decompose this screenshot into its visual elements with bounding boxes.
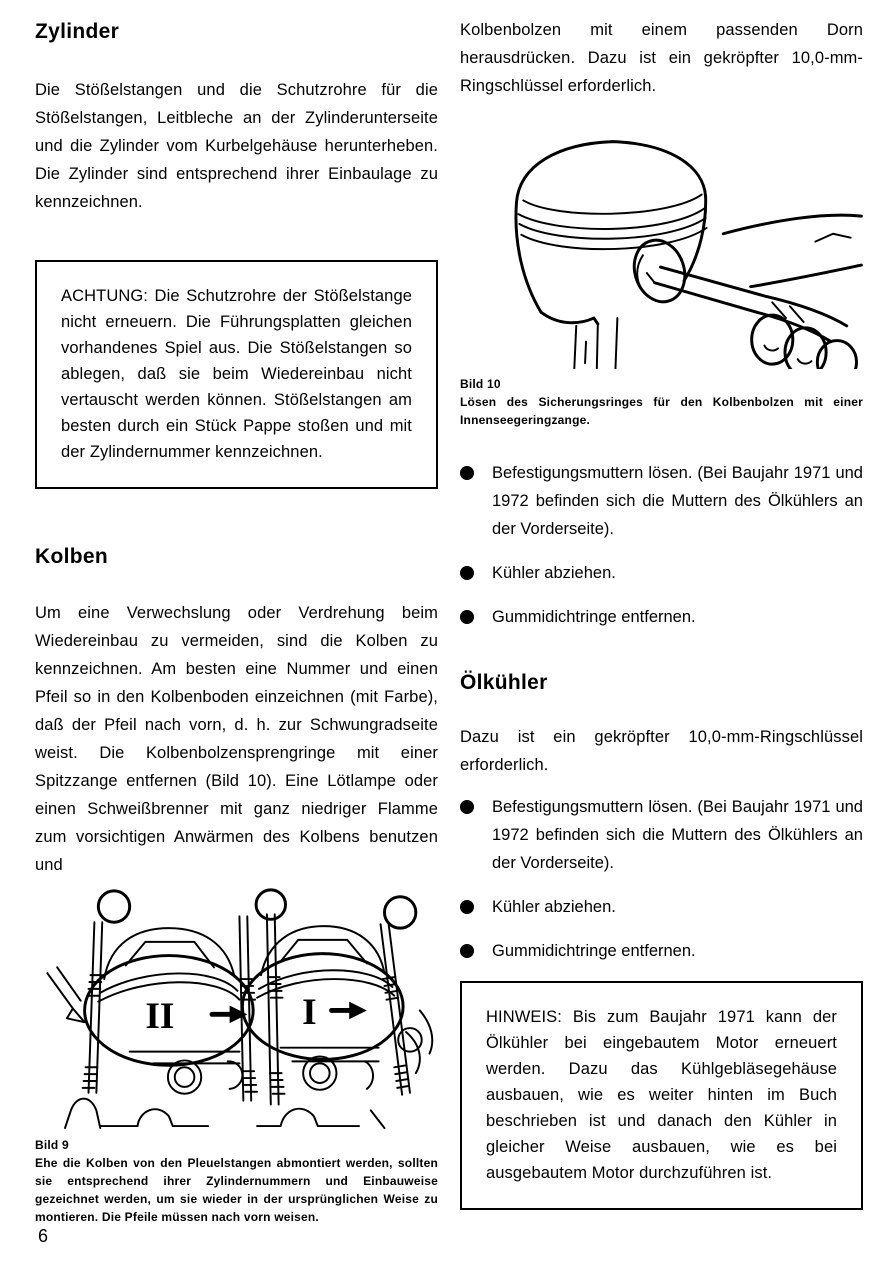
bullet-icon xyxy=(460,800,474,814)
list-item xyxy=(460,603,863,631)
figure-10-label: Bild 10 xyxy=(460,377,501,391)
bullet-icon xyxy=(460,466,474,480)
section-heading-kolben: Kolben xyxy=(35,545,108,568)
achtung-box xyxy=(35,260,438,489)
figure-bild-10 xyxy=(460,124,863,429)
bullet-icon xyxy=(460,900,474,914)
bullet-text: Kühler abziehen. xyxy=(492,898,616,916)
bullet-icon xyxy=(460,610,474,624)
bullet-text: Gummidichtringe entfernen. xyxy=(492,942,696,960)
piston-pliers-illustration xyxy=(460,124,863,369)
section-heading-oelkuehler: Ölkühler xyxy=(460,671,548,694)
bullet-text: Befestigungsmuttern lösen. (Bei Baujahr 1971 und 1972 befinden sich die Muttern des Ölkühlers an der Vorderseite). xyxy=(492,464,863,538)
hinweis-box xyxy=(460,981,863,1210)
piston-marking-left: II xyxy=(145,996,175,1038)
column-right xyxy=(460,0,863,1210)
piston-marking-right: I xyxy=(302,992,317,1034)
list-item xyxy=(460,893,863,921)
kolbenbolzen-paragraph: Kolbenbolzen mit einem passenden Dorn herausdrücken. Dazu ist ein gekröpfter 10,0-mm-Ringschlüssel erforderlich. xyxy=(460,21,863,95)
bullet-text: Kühler abziehen. xyxy=(492,564,616,582)
figure-bild-9 xyxy=(35,885,438,1226)
bullet-text: Befestigungsmuttern lösen. (Bei Baujahr 1971 und 1972 befinden sich die Muttern des Ölkühlers an der Vorderseite). xyxy=(492,798,863,872)
kolben-paragraph: Um eine Verwechslung oder Verdrehung beim Wiedereinbau zu vermeiden, sind die Kolben zu kennzeichnen. Am besten eine Nummer und einen Pfeil so in den Kolbenboden einzeichnen (mit Farbe), daß der Pfeil nach vorn, d. h. zur Schwungradseite weist. Die Kolbenbolzensprengringe mit einer Spitzzange entfernen (Bild 10). Eine Lötlampe oder einen Schweißbrenner mit ganz niedriger Flamme zum vorsichtigen Anwärmen des Kolbens benutzen und xyxy=(35,604,438,874)
zylinder-paragraph: Die Stößelstangen und die Schutzrohre für die Stößelstangen, Leitbleche an der Zylinderunterseite und die Zylinder vom Kurbelgehäuse herunterheben. Die Zylinder sind entsprechend ihrer Einbaulage zu kennzeichnen. xyxy=(35,81,438,211)
list-item xyxy=(460,559,863,587)
bullet-text: Gummidichtringe entfernen. xyxy=(492,608,696,626)
figure-9-label: Bild 9 xyxy=(35,1138,69,1152)
list-item xyxy=(460,937,863,965)
list-item xyxy=(460,793,863,877)
bullet-list-kolben xyxy=(460,459,863,631)
bullet-list-oelkuehler xyxy=(460,793,863,965)
section-heading-zylinder: Zylinder xyxy=(35,20,120,43)
figure-9-caption: Ehe die Kolben von den Pleuelstangen abmontiert werden, sollten sie entsprechend ihrer Zylindernummern und Einbauweise gezeichnet werden, um sie wieder in der ursprünglichen Weise zu montieren. Die Pfeile müssen nach vorn weisen. xyxy=(35,1156,438,1224)
pistons-top-view-illustration xyxy=(35,885,438,1130)
bullet-icon xyxy=(460,944,474,958)
oelkuehler-paragraph: Dazu ist ein gekröpfter 10,0-mm-Ringschlüssel erforderlich. xyxy=(460,728,863,774)
column-left xyxy=(35,0,438,1226)
achtung-text: ACHTUNG: Die Schutzrohre der Stößelstange nicht erneuern. Die Führungsplatten gleichen vorhandenes Spiel aus. Die Stößelstangen so ablegen, daß sie beim Wiedereinbau nicht vertauscht werden können. Stößelstangen am besten durch ein Stück Pappe stoßen und mit der Zylindernummer kennzeichnen. xyxy=(61,287,412,461)
bullet-icon xyxy=(460,566,474,580)
hinweis-text: HINWEIS: Bis zum Baujahr 1971 kann der Ölkühler bei eingebautem Motor erneuert werden. Dazu das Kühlgebläsegehäuse ausbauen, wie es weiter hinten im Buch beschrieben ist und danach den Kühler in gleicher Weise ausbauen, wie es bei ausgebautem Motor durchzuführen ist. xyxy=(486,1008,837,1182)
list-item xyxy=(460,459,863,543)
page-number: 6 xyxy=(38,1226,49,1246)
figure-10-caption: Lösen des Sicherungsringes für den Kolbenbolzen mit einer Innenseegeringzange. xyxy=(460,395,863,427)
